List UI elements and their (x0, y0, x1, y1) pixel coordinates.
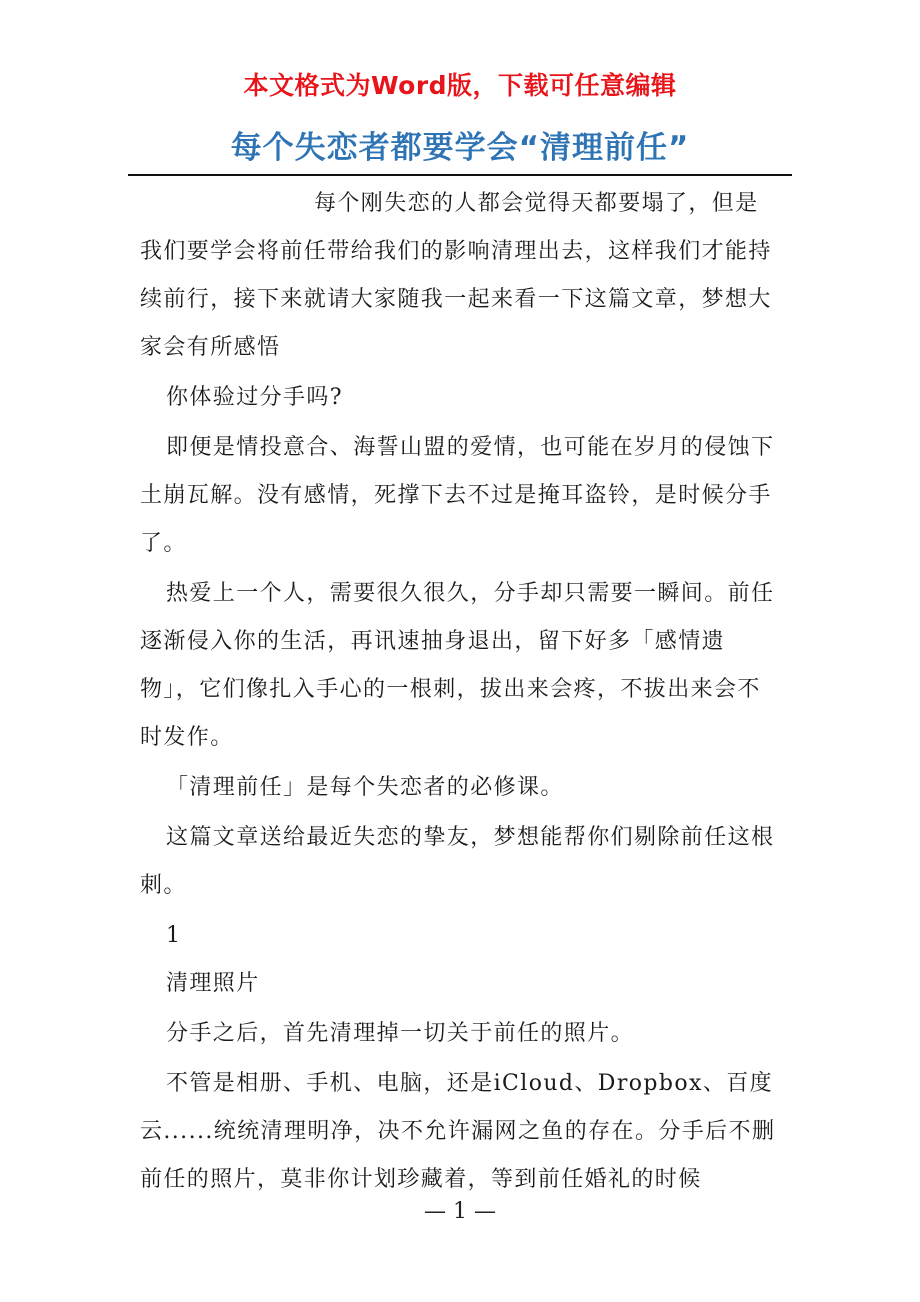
format-banner: 本文格式为Word版，下载可任意编辑 (243, 71, 677, 100)
section-number: 1 (166, 923, 182, 948)
paragraph: 分手之后，首先清理掉一切关于前任的照片。 (166, 1021, 635, 1046)
paragraph-question: 你体验过分手吗? (166, 385, 343, 410)
paragraph: 不管是相册、手机、电脑，还是iCloud、Dropbox、百度云......统统清理明净，决不允许漏网之鱼的存在。分手后不删前任的照片，莫非你计划珍藏着，等到前任婚礼的时候 (140, 1071, 776, 1192)
paragraph: 热爱上一个人，需要很久很久，分手却只需要一瞬间。前任逐渐侵入你的生活，再讯速抽身退出，留下好多「感情遗物」，它们像扎入手心的一根刺，拔出来会疼，不拔出来会不时发作。 (140, 581, 775, 750)
paragraph: 即便是情投意合、海誓山盟的爱情，也可能在岁月的侵蚀下土崩瓦解。没有感情，死撑下去不过是掩耳盗铃，是时候分手了。 (140, 435, 775, 556)
paragraph: 这篇文章送给最近失恋的挚友，梦想能帮你们剔除前任这根刺。 (140, 825, 775, 898)
paragraph: 「清理前任」是每个失恋者的必修课。 (166, 775, 564, 800)
document-body (140, 180, 780, 1204)
title-divider (128, 174, 792, 176)
page-number: — 1 — (424, 1199, 496, 1224)
intro-paragraph: 每个刚失恋的人都会觉得天都要塌了，但是我们要学会将前任带给我们的影响清理出去，这样我们才能持续前行，接下来就请大家随我一起来看一下这篇文章，梦想大家会有所感悟 (140, 191, 772, 360)
section-heading: 清理照片 (166, 971, 260, 996)
document-title: 每个失恋者都要学会“清理前任” (230, 130, 690, 166)
